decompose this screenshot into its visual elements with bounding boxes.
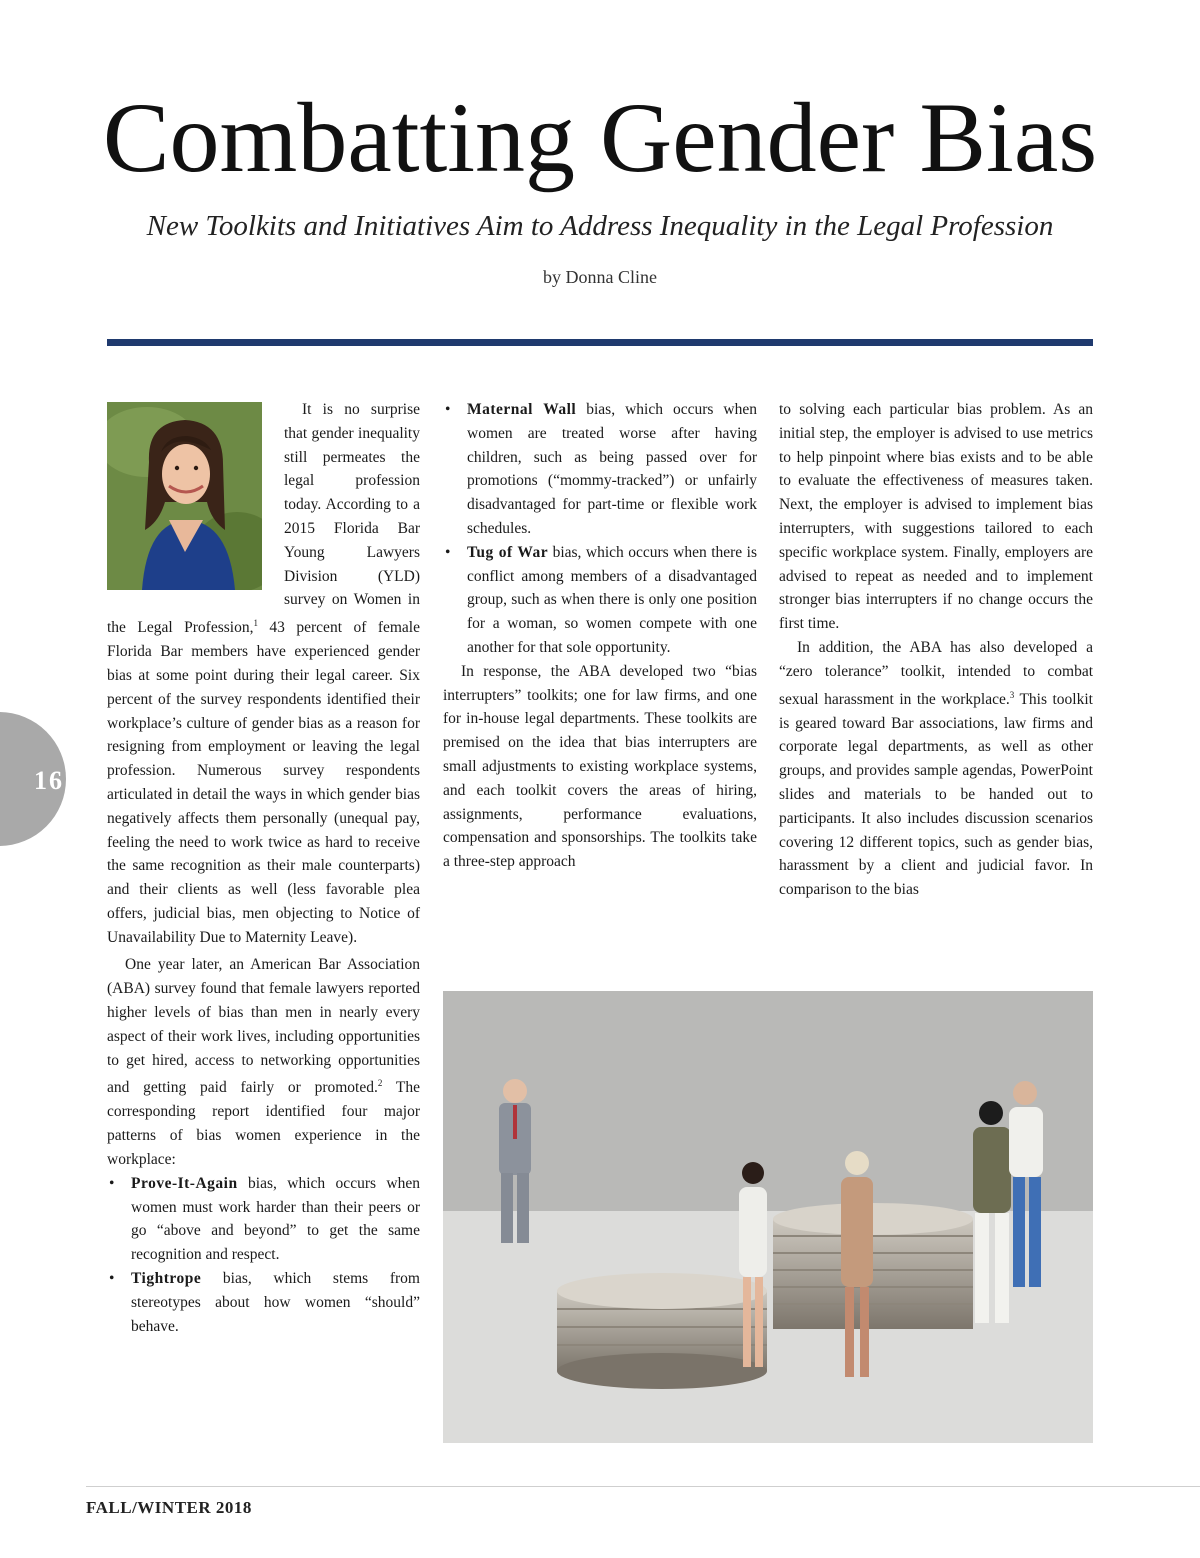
bias-pattern-list-1 (107, 1172, 420, 1339)
bias-pattern-list-2 (443, 398, 757, 660)
col2-paragraph-1: In response, the ABA developed two “bias interrupters” toolkits; one for law firms, and one for in-house legal departments. These toolkits are premised on the idea that bias interrupters are small adjustments to existing workplace systems, and each toolkit covers the areas of hiring, assignments, performance evaluations, compensation and sponsorships. The toolkits take a three-step approach (443, 662, 757, 871)
figurines-coins-graphic (443, 991, 1093, 1443)
bias-term: Prove-It-Again (131, 1174, 238, 1192)
bias-term: Tightrope (131, 1270, 202, 1287)
page-number: 16 (34, 766, 64, 795)
col3-paragraph-2-cont: This toolkit is geared toward Bar associations, law firms and corporate legal departments, as well as other groups, and provides sample agendas, PowerPoint slides and materials to be handed out to participants. It also includes discussion scenarios covering 12 different topics, such as gender bias, harassment by a client and judicial favor. In comparison to the bias (779, 690, 1093, 899)
list-item: • Maternal Wall bias, which occurs when women are treated worse after having children, such as being passed over for promotions (“mommy-tracked”) or unfairly disadvantaged for part-time or flexible work schedules. (445, 401, 757, 537)
footer-rule (86, 1486, 1200, 1487)
header-rule (107, 339, 1093, 346)
list-item: • Prove-It-Again bias, which occurs when women must work harder than their peers or go “above and beyond” to get the same recognition and respect. (109, 1174, 420, 1264)
article-subtitle: New Toolkits and Initiatives Aim to Address Inequality in the Legal Profession (146, 210, 1054, 242)
column-1 (107, 398, 420, 1338)
author-photo (107, 402, 262, 590)
bias-description: bias, which stems from stereotypes about how women “should” behave. (131, 1270, 420, 1335)
bias-term: Tug of War (467, 543, 549, 561)
col3-paragraph-1: to solving each particular bias problem. As an initial step, the employer is advised to use metrics to help pinpoint where bias exists and to be able to evaluate the effectiveness of measures taken. Next, the employer is advised to implement bias interrupters, with suggestions tailored to each specific workplace system. Finally, employers are advised to repeat as needed and to implement stronger bias interrupters if no change occurs the first time. (779, 401, 1093, 633)
footnote-1-marker: 1 (253, 618, 258, 629)
list-item: • Tug of War bias, which occurs when there is conflict among members of a disadvantaged group, such as when there is only one position for a woman, so women compete with one another for that sole opportunity. (445, 543, 757, 656)
issue-footer: FALL/WINTER 2018 (86, 1498, 252, 1517)
article-title: Combatting Gender Bias (102, 82, 1098, 193)
footnote-2-marker: 2 (377, 1078, 383, 1089)
byline: by Donna Cline (543, 267, 657, 287)
col1-paragraph-2-cont: The corresponding report identified four major patterns of bias women experience in the workplace: (107, 1079, 420, 1169)
bias-term: Maternal Wall (467, 401, 577, 418)
column-2 (443, 398, 757, 874)
article-illustration (443, 991, 1093, 1443)
bias-description: bias, which occurs when women must work harder than their peers or go “above and beyond” to get the same recognition and respect. (131, 1174, 420, 1264)
bias-description: bias, which occurs when there is conflict among members of a disadvantaged group, such as when there is only one position for a woman, so women compete with one another for that sole opportunity. (467, 543, 757, 656)
col3-paragraph-2: In addition, the ABA has also developed a “zero tolerance” toolkit, intended to combat sexual harassment in the workplace. (779, 638, 1093, 708)
list-item: • Tightrope bias, which stems from stereotypes about how women “should” behave. (109, 1270, 420, 1335)
col1-paragraph-2: One year later, an American Bar Association (ABA) survey found that female lawyers reported higher levels of bias than men in nearly every aspect of their work lives, including opportunities to get hired, access to networking opportunities and getting paid fairly or promoted. (107, 956, 420, 1097)
footnote-3-marker: 3 (1009, 689, 1015, 700)
col1-paragraph-1-cont: 43 percent of female Florida Bar members have experienced gender bias at some point during their legal career. Six percent of the survey respondents identified their workplace’s culture of gender bias as a reason for resigning from employment or leaving the legal profession. Numerous survey respondents articulated in detail the ways in which gender bias negatively affects them personally (unequal pay, feeling the need to work twice as hard to receive the same recognition as their male counterparts) and their clients as well (less favorable plea offers, judicial bias, men objecting to Notice of Unavailability Due to Maternity Leave). (107, 619, 420, 946)
column-3 (779, 398, 1093, 902)
author-portrait-graphic (107, 402, 262, 590)
bias-description: bias, which occurs when women are treated worse after having children, such as being passed over for promotions (“mommy-tracked”) or unfairly disadvantaged for part-time or flexible work schedules. (467, 401, 757, 537)
col1-paragraph-1: It is no surprise that gender inequality still permeates the legal profession today. According to a 2015 Florida Bar Young Lawyers Division (YLD) survey on Women in the Legal Profession, (107, 401, 420, 637)
